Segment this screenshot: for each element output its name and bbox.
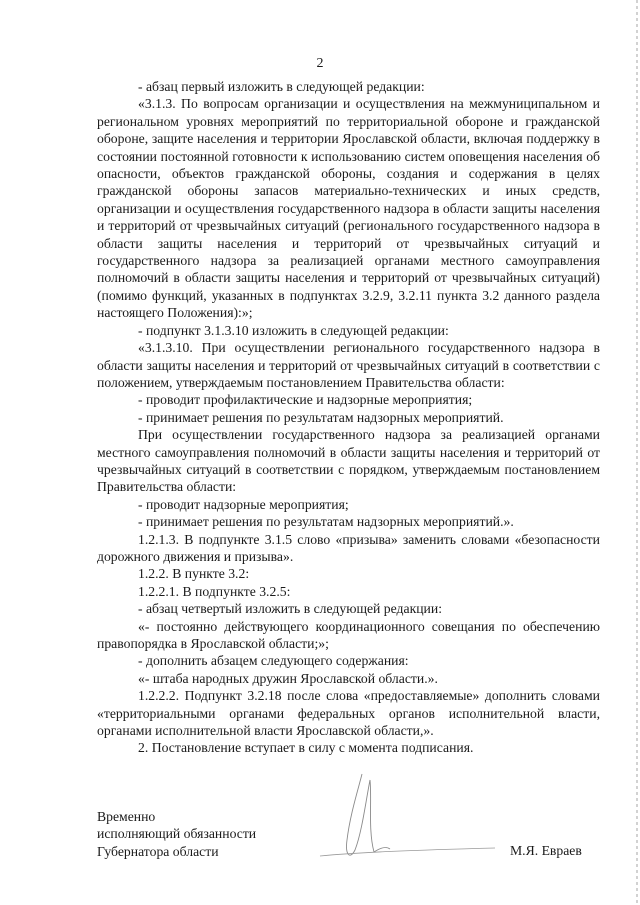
paragraph: 2. Постановление вступает в силу с момента подписания. — [138, 740, 474, 756]
paragraph: 1.2.1.3. В подпункте 3.1.5 слово «призыва» заменить словами «безопасности дорожного движения и призыва». — [97, 531, 600, 564]
paragraph: - принимает решения по результатам надзорных мероприятий.». — [138, 514, 514, 530]
paragraph: - проводит профилактические и надзорные мероприятия; — [138, 392, 473, 408]
signer-name: М.Я. Евраев — [510, 843, 582, 858]
paragraph: - дополнить абзацем следующего содержания: — [138, 653, 409, 669]
paragraph: 1.2.2.1. В подпункте 3.2.5: — [138, 583, 291, 599]
scan-edge-artifact — [636, 0, 638, 905]
signature-line: Губернатора области — [97, 843, 219, 859]
paragraph: При осуществлении государственного надзора за реализацией органами местного самоуправления полномочий в области защиты населения и территорий от чрезвычайных ситуаций в соответствии с порядком, утверждаемым постановлением Правительства области: — [97, 427, 600, 495]
paragraph: «- постоянно действующего координационного совещания по обеспечению правопорядка в Ярославской области;»; — [97, 618, 600, 651]
paragraph: «3.1.3. По вопросам организации и осуществления на межмуниципальном и региональном уровнях мероприятий по территориальной обороне и гражданской обороне, защите населения и территории Ярославской области, включая поддержку в состоянии постоянной готовности к использованию систем оповещения населения об опасности, объектов гражданской обороны, создания и содержания в целях гражданской обороны запасов материально-технических и иных средств, организации и осуществления государственного надзора в области защиты населения и территорий от чрезвычайных ситуаций (регионального государственного надзора в области защиты населения и территорий от чрезвычайных ситуаций и государственного надзора за реализацией органами местного самоуправления полномочий в области защиты населения и территорий от чрезвычайных ситуаций) (помимо функций, указанных в подпунктах 3.2.9, 3.2.11 пункта 3.2 данного раздела настоящего Положения):»; — [97, 96, 600, 321]
signature-line: исполняющий обязанности — [97, 826, 257, 842]
paragraph: 1.2.2.2. Подпункт 3.2.18 после слова «предоставляемые» дополнить словами «территориальными органами федеральных органов исполнительной власти, органами исполнительной власти Ярославской области,». — [97, 688, 600, 739]
handwritten-signature — [300, 760, 500, 870]
document-body — [97, 78, 600, 757]
paragraph: «3.1.3.10. При осуществлении регионального государственного надзора в области защиты населения и территорий от чрезвычайных ситуаций в соответствии с положением, утверждаемым постановлением Правительства области: — [97, 340, 600, 390]
paragraph: - абзац первый изложить в следующей редакции: — [138, 79, 425, 94]
paragraph: - абзац четвертый изложить в следующей редакции: — [138, 601, 443, 617]
paragraph: «- штаба народных дружин Ярославской области.». — [138, 670, 438, 686]
paragraph: - принимает решения по результатам надзорных мероприятий. — [138, 409, 504, 425]
signature-block — [97, 808, 256, 860]
paragraph: - подпункт 3.1.3.10 изложить в следующей редакции: — [138, 322, 449, 338]
page-number: 2 — [316, 56, 324, 71]
paragraph: - проводит надзорные мероприятия; — [138, 496, 349, 512]
signature-line: Временно — [97, 809, 156, 824]
paragraph: 1.2.2. В пункте 3.2: — [138, 566, 250, 582]
